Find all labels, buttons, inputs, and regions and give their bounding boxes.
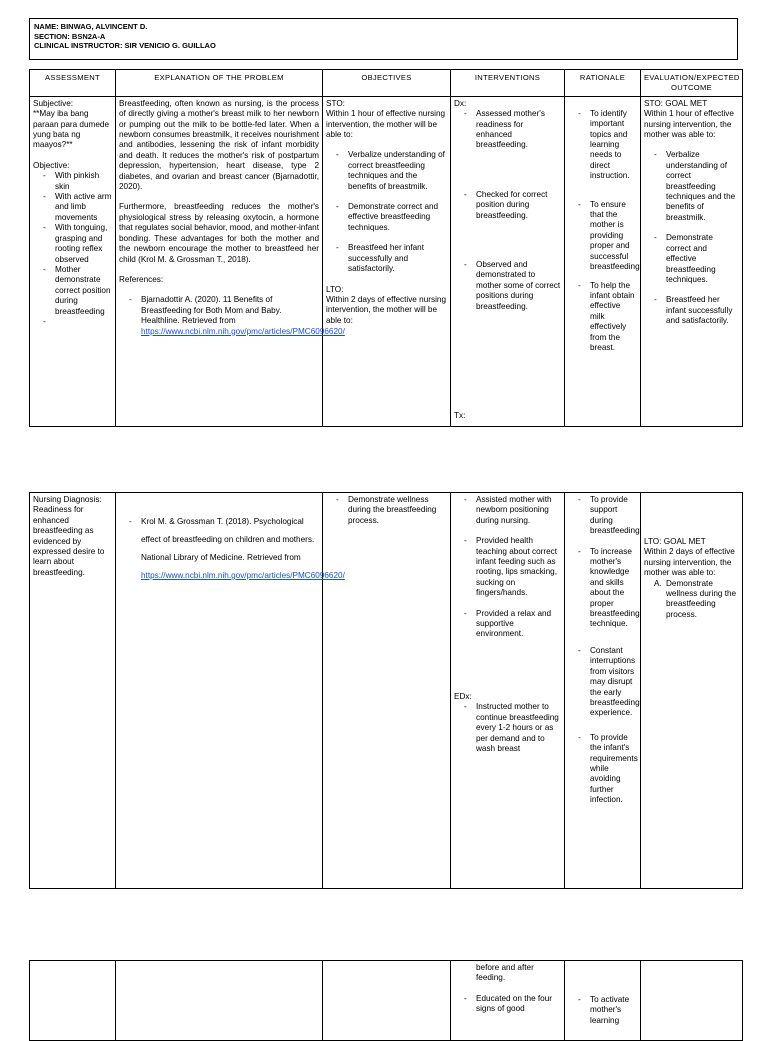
interventions-cell xyxy=(451,493,565,889)
lto-label: LTO: xyxy=(326,284,344,294)
list-item: - To identify important topics and learning needs to direct instruction. xyxy=(568,109,637,182)
col-objectives: OBJECTIVES xyxy=(323,70,451,97)
list-item: - Checked for correct position during breastfeeding. xyxy=(454,190,561,221)
list-item: - Breastfeed her infant successfully and satisfactorily. xyxy=(326,243,447,274)
list-item: - Assessed mother's readiness for enhanced breastfeeding. xyxy=(454,109,561,151)
care-plan-table-page3 xyxy=(29,960,743,1041)
lto-text: Within 2 days of effective nursing intervention, the mother will be able to: xyxy=(326,294,446,325)
rationale-cell xyxy=(565,96,641,426)
intervention-list xyxy=(454,109,561,312)
list-item: - Breastfeed her infant successfully and satisfactorily. xyxy=(644,295,739,326)
reference-item xyxy=(119,295,345,337)
assessment-cell xyxy=(30,961,116,1041)
intervention-list xyxy=(454,495,561,640)
list-item: - To provide the infant's requirements while avoiding further infection. xyxy=(568,733,637,806)
list-item: - Demonstrate wellness during the breastfeeding process. xyxy=(326,495,447,526)
rationale-cell xyxy=(565,961,641,1041)
rationale-list xyxy=(568,495,642,806)
rationale-list xyxy=(568,108,642,354)
objective-items xyxy=(326,495,447,526)
explanation-cell xyxy=(116,961,323,1041)
rationale-list xyxy=(568,995,637,1026)
student-name: NAME: BINWAG, ALVINCENT D. xyxy=(34,22,148,31)
table-row xyxy=(30,96,743,426)
list-text: Demonstrate wellness during the breastfeeding process. xyxy=(666,578,737,619)
list-item: - To help the infant obtain effective milk effectively from the breast. xyxy=(568,281,637,354)
edx-label: EDx: xyxy=(454,691,472,701)
evaluation-list xyxy=(644,150,739,326)
col-explanation: EXPLANATION OF THE PROBLEM xyxy=(116,70,323,97)
col-assessment: ASSESSMENT xyxy=(30,70,116,97)
list-item: - Demonstrate correct and effective breastfeeding techniques. xyxy=(644,233,739,285)
table-row xyxy=(30,493,743,889)
clinical-instructor: CLINICAL INSTRUCTOR: SIR VENICIO G. GUILLAO xyxy=(34,41,216,50)
table-row xyxy=(30,961,743,1041)
reference-text: Bjarnadottir A. (2020). 11 Benefits of Breastfeeding for Both Mom and Baby. Healthline. Retrieved from xyxy=(141,295,282,326)
student-info-box xyxy=(29,18,738,60)
column-header-row xyxy=(30,70,743,97)
explanation-cell xyxy=(116,493,345,889)
references-label: References: xyxy=(119,274,164,284)
rationale-cell xyxy=(565,493,641,889)
list-item: - To provide support during breastfeeding. xyxy=(568,495,637,537)
col-rationale: RATIONALE xyxy=(565,70,641,97)
care-plan-table-page2 xyxy=(29,492,743,889)
reference-list xyxy=(119,295,345,337)
nursing-diagnosis-cell xyxy=(30,493,116,889)
objective-list xyxy=(33,171,112,317)
reference-list xyxy=(119,513,345,585)
lto-goal-met: LTO: GOAL MET xyxy=(644,537,706,546)
reference-text: Krol M. & Grossman T. (2018). Psychological effect of breastfeeding on children and mothers. National Library of Medicine. Retrieved from xyxy=(141,517,315,562)
intervention-list xyxy=(454,994,561,1015)
objectives-cell xyxy=(323,493,451,889)
list-item xyxy=(654,578,739,621)
assessment-cell xyxy=(30,96,116,426)
list-item: - Mother demonstrate correct position during breastfeeding xyxy=(33,265,112,317)
list-item: - With tonguing, grasping and rooting reflex observed xyxy=(33,223,112,265)
list-item: - Provided a relax and supportive environment. xyxy=(454,609,561,640)
evaluation-cell xyxy=(641,96,743,426)
list-item: - With active arm and limb movements xyxy=(33,192,112,223)
list-item: - Educated on the four signs of good xyxy=(454,994,561,1015)
list-item: - Verbalize understanding of correct breastfeeding techniques and the benefits of breastmilk. xyxy=(644,150,739,223)
list-item: - Assisted mother with newborn positioning during nursing. xyxy=(454,495,561,526)
explanation-paragraph: Breastfeeding, often known as nursing, is the process of directly giving a mother's breast milk to her newborn or pumping out the milk to be bottle-fed later. When a newborn consumes breastmilk, it receives nourishment and antibodies, lessening the risk of infant morbidity and death. It reduces the mother's risk of postpartum depression, hypertension, heart disease, type 2 diabetes, and ovarian and breast cancer (Bjarnadottir, 2020). xyxy=(119,98,319,192)
dx-label: Dx: xyxy=(454,98,467,108)
objectives-cell xyxy=(323,961,451,1041)
reference-link[interactable]: https://www.ncbi.nlm.nih.gov/pmc/articles/PMC6096620/ xyxy=(141,571,345,580)
interventions-cell xyxy=(451,96,565,426)
list-item: - To ensure that the mother is providing proper and successful breastfeeding. xyxy=(568,200,637,273)
list-item: - To increase mother's knowledge and skills about the proper breastfeeding technique. xyxy=(568,547,637,630)
intervention-continued: before and after feeding. xyxy=(476,963,534,983)
evaluation-list xyxy=(644,579,739,621)
sto-label: STO: xyxy=(326,98,345,108)
tx-label: Tx: xyxy=(454,411,466,421)
subjective-text: **May iba bang paraan para dumede yung bata ng maayos?** xyxy=(33,109,110,150)
sto-text: Within 1 hour of effective nursing intervention, the mother will be able to: xyxy=(326,109,446,140)
interventions-cell xyxy=(451,961,565,1041)
list-marker: A. xyxy=(654,578,662,588)
evaluation-cell xyxy=(641,493,743,889)
care-plan-table-page1 xyxy=(29,69,743,427)
evaluation-text: Within 1 hour of effective nursing intervention, the mother was able to: xyxy=(644,109,734,140)
list-item: - With pinkish skin xyxy=(33,171,112,192)
col-interventions: INTERVENTIONS xyxy=(451,70,565,97)
list-item: - Demonstrate correct and effective breastfeeding techniques. xyxy=(326,202,447,233)
reference-link[interactable]: https://www.ncbi.nlm.nih.gov/pmc/articles/PMC6096620/ xyxy=(141,326,345,336)
list-item: - Provided health teaching about correct infant feeding such as rooting, lips smacking, sucking on fingers/hands. xyxy=(454,536,561,598)
evaluation-text: Within 2 days of effective nursing intervention, the mother was able to: xyxy=(644,547,735,578)
reference-item xyxy=(119,513,345,585)
explanation-paragraph: Furthermore, breastfeeding reduces the mother's physiological stress by releasing oxytocin, a hormone that regulates social behavior, mood, and mother-infant bonding. These advantages for both the mother and the newborn encourage the mother to breastfeed her child (Krol M. & Grossman T., 2018). xyxy=(119,202,319,264)
col-evaluation: EVALUATION/EXPECTED OUTCOME xyxy=(641,70,743,97)
sto-goal-met: STO: GOAL MET xyxy=(644,98,708,108)
nursing-diagnosis: Nursing Diagnosis: Readiness for enhanced breastfeeding as evidenced by expressed desire to learn about breastfeeding. xyxy=(33,495,105,577)
objective-items xyxy=(326,150,447,274)
objectives-cell xyxy=(323,96,451,426)
edx-list xyxy=(454,702,561,754)
student-section: SECTION: BSN2A-A xyxy=(34,31,106,41)
list-item: - Observed and demonstrated to mother some of correct positions during breastfeeding. xyxy=(454,260,561,312)
list-item: - Verbalize understanding of correct breastfeeding techniques and the benefits of breastmilk. xyxy=(326,150,447,192)
list-item: - Instructed mother to continue breastfeeding every 1-2 hours or as per demand and to wash breast xyxy=(454,702,561,754)
objective-label: Objective: xyxy=(33,160,70,170)
list-item: - To activate mother's learning xyxy=(568,995,637,1026)
subjective-label: Subjective: xyxy=(33,98,74,108)
list-item: - Constant interruptions from visitors may disrupt the early breastfeeding experience. xyxy=(568,646,637,719)
evaluation-cell xyxy=(641,961,743,1041)
